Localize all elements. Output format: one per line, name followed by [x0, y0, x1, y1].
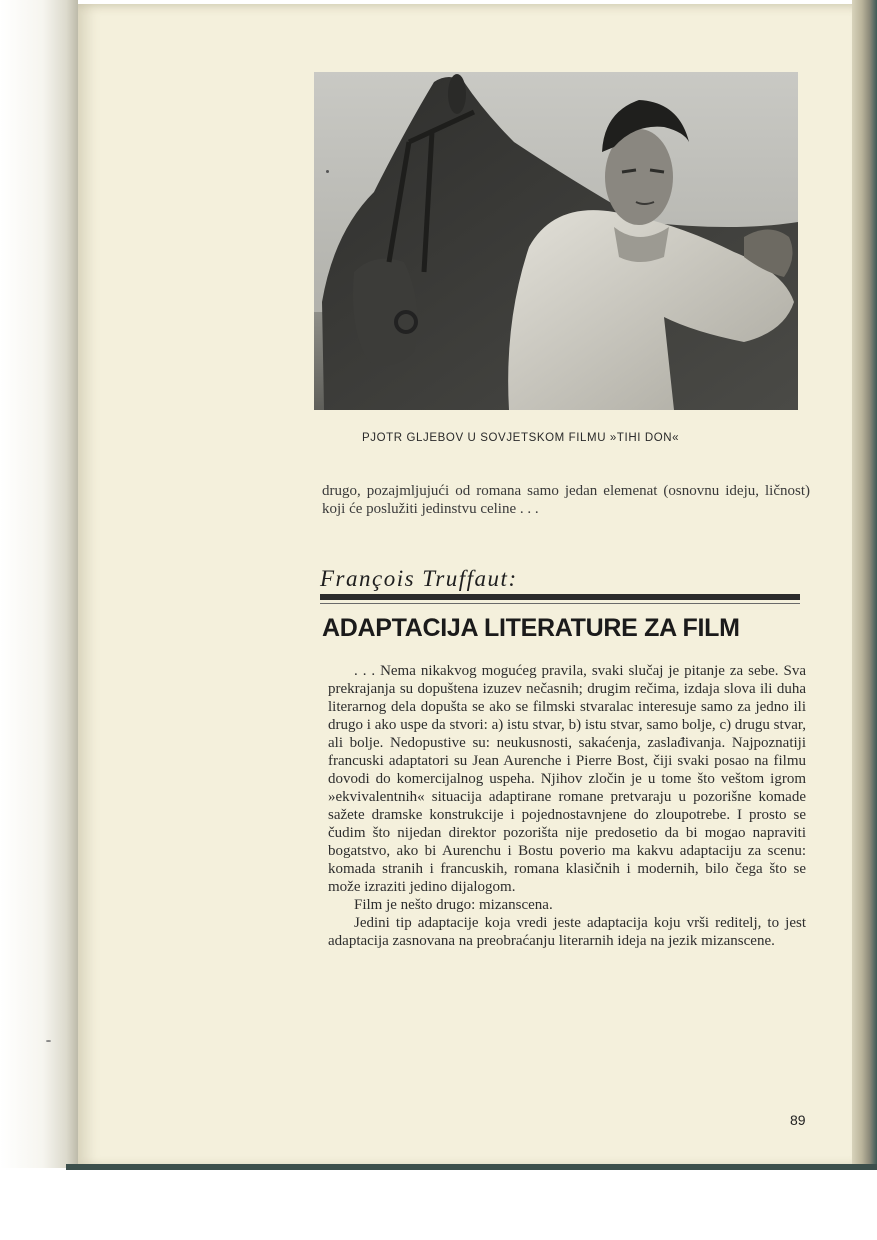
print-speck	[326, 170, 329, 173]
film-still-photo	[314, 72, 798, 410]
scan-margin-left	[0, 0, 78, 1168]
film-still-illustration	[314, 72, 798, 410]
article-body	[328, 662, 806, 950]
intro-paragraph: drugo, pozajmljujući od romana samo jedan elemenat (osnovnu ideju, ličnost) koji će poslužiti jedinstvu celine . . .	[322, 483, 810, 517]
page-number: 89	[790, 1112, 806, 1128]
title-rule-thin	[320, 603, 800, 604]
body-paragraph: . . . Nema nikakvog mogućeg pravila, svaki slučaj je pitanje za sebe. Sva prekrajanja su dopuštena izuzev nečasnih; drugim rečima, izdaja slova ili duha literarnog dela dopušta se ako se filmski stvaralac interesuje samo za jedno ili drugo i ako uspe da stvori: a) istu stvar, b) istu stvar, samo bolje, c) drugu stvar, ali bolje. Nedopustive su: neukusnosti, sakaćenja, zaslađivanja. Najpoznatiji francuski adaptatori su Jean Aurenche i Pierre Bost, čiji svaki posao na filmu dovodi do komercijalnog uspeha. Njihov zločin je u tome što veštom igrom »ekvivalentnih« situacija adaptirane romane pretvaraju u pozorišne komade sažete dramske konstrukcije i pojednostavnjene do zloupotrebe. I prosto se čudim što nijedan direktor pozorišta nije predosetio da bi mogao napraviti bogatstvo, ako bi Aurenchu i Bostu poverio ma kakvu adaptaciju za scenu: komada stranih i francuskih, romana klasičnih i modernih, bilo čega što se može izraziti jedino dijalogom.	[328, 663, 806, 895]
scan-bottom-edge	[66, 1164, 877, 1170]
print-speck	[46, 1040, 51, 1042]
photo-caption: PJOTR GLJEBOV U SOVJETSKOM FILMU »TIHI DON«	[362, 432, 680, 444]
article-author: François Truffaut:	[320, 566, 518, 591]
book-spine-edge	[852, 0, 877, 1170]
article-title: ADAPTACIJA LITERATURE ZA FILM	[322, 614, 740, 642]
body-paragraph: Jedini tip adaptacije koja vredi jeste adaptacija koju vrši reditelj, to jest adaptacija zasnovana na preobraćanju literarnih ideja na jezik mizanscene.	[328, 915, 806, 949]
title-rule	[320, 594, 800, 600]
body-paragraph: Film je nešto drugo: mizanscena.	[354, 897, 553, 913]
